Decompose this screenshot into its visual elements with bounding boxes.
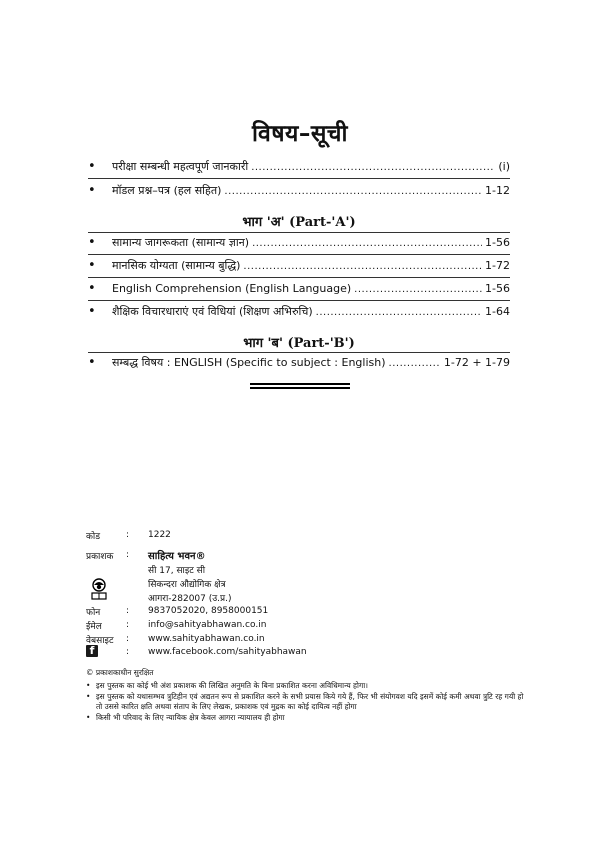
toc-item (88, 259, 510, 274)
toc-item (88, 160, 510, 175)
website-row (86, 633, 265, 645)
toc-item-label: सामान्य जागरूकता (सामान्य ज्ञान) (112, 236, 250, 249)
note-text: किसी भी परिवाद के लिए न्यायिक क्षेत्र केवल आगरा न्यायालय ही होगा (96, 713, 285, 722)
bullet: • (88, 258, 96, 273)
address-line (148, 563, 205, 575)
bullet: • (88, 281, 96, 296)
note-item (86, 713, 526, 723)
address-line (148, 591, 232, 603)
address-line-text: सिकन्दरा औद्योगिक क्षेत्र (148, 579, 226, 590)
facebook-value[interactable]: www.facebook.com/sahityabhawan (148, 647, 307, 657)
bullet: • (88, 159, 96, 174)
address-line-text: आगरा-282007 (उ.प्र.) (148, 593, 232, 604)
note-text: इस पुस्तक को यथासम्भव त्रुटिहीन एवं अद्यतन रूप से प्रकाशित करने के सभी प्रयास किये गये हैं, फिर भी संयोगवश यदि इसमें कोई कमी अथवा त्रुटि रह गयी हो तो उससे कारित क्षति अथवा संताप के लिए लेखक, प्रकाशक एवं मुद्रक का कोई दायित्व नहीं होगा (96, 692, 524, 711)
bullet: • (86, 713, 91, 722)
publisher-label: प्रकाशक (86, 551, 114, 562)
legal-notes (86, 668, 526, 724)
phone-row (86, 605, 268, 617)
note-item (86, 681, 526, 691)
toc-item-page: 1-64 (485, 305, 510, 318)
toc-item (88, 236, 510, 251)
code-value: 1222 (148, 530, 171, 540)
bullet: • (86, 681, 91, 690)
address-line (148, 577, 226, 589)
colon: : (126, 606, 130, 616)
email-value[interactable]: info@sahityabhawan.co.in (148, 620, 267, 630)
toc-item (88, 305, 510, 320)
colon: : (126, 550, 130, 560)
phone-label: फोन (86, 607, 101, 618)
bullet: • (88, 355, 96, 370)
section-heading-part-b: भाग 'ब' (Part-'B') (243, 336, 355, 351)
facebook-row (86, 646, 307, 658)
toc-item-page: (i) (498, 160, 510, 173)
publisher-row (86, 549, 206, 561)
bullet: • (88, 235, 96, 250)
code-row (86, 529, 171, 541)
toc-item-label: मानसिक योग्यता (सामान्य बुद्धि) (112, 259, 241, 272)
leader-dots (243, 260, 482, 274)
toc-item-page: 1-56 (485, 282, 510, 295)
leader-dots (252, 237, 482, 251)
publisher-logo-icon (88, 577, 110, 601)
row-divider (88, 277, 510, 278)
end-rule (250, 387, 350, 389)
leader-dots (316, 306, 482, 320)
toc-item-label: English Comprehension (English Language) (112, 282, 352, 295)
toc-item-label: परीक्षा सम्बन्धी महत्वपूर्ण जानकारी (112, 160, 249, 173)
colon: : (126, 620, 130, 630)
code-label: कोड (86, 531, 101, 542)
email-label: ईमेल (86, 621, 102, 632)
colon: : (126, 647, 130, 657)
note-text: इस पुस्तक का कोई भी अंश प्रकाशक की लिखित अनुमति के बिना प्रकाशित करना अविधिमान्य होगा। (96, 681, 368, 690)
row-divider (88, 300, 510, 301)
page-title: विषय–सूची (252, 121, 348, 147)
section-rule (88, 232, 510, 233)
toc-item (88, 282, 510, 297)
publisher-name: साहित्य भवन® (148, 551, 206, 562)
leader-dots (251, 161, 495, 175)
colon: : (126, 530, 130, 540)
colon: : (126, 634, 130, 644)
toc-item (88, 184, 510, 199)
copyright-notice: © प्रकाशकाधीन सुरक्षित (86, 668, 154, 677)
email-row (86, 619, 266, 631)
toc-item-label: सम्बद्ध विषय : ENGLISH (Specific to subject : English) (112, 356, 386, 369)
row-divider (88, 254, 510, 255)
note-item (86, 692, 526, 712)
bullet: • (86, 692, 91, 701)
bullet: • (88, 304, 96, 319)
section-heading-part-a: भाग 'अ' (Part-'A') (242, 215, 356, 230)
toc-item-page: 1-72 (485, 259, 510, 272)
row-divider (88, 178, 510, 179)
section-rule (88, 352, 510, 353)
toc-item-label: शैक्षिक विचारधाराएं एवं विधियां (शिक्षण अभिरुचि) (112, 305, 313, 318)
leader-dots (224, 185, 482, 199)
address-line-text: सी 17, साइट सी (148, 565, 206, 576)
toc-item-page: 1-12 (485, 184, 510, 197)
facebook-icon: f (86, 645, 98, 657)
leader-dots (354, 283, 482, 297)
end-rule (250, 383, 350, 385)
toc-item-page: 1-56 (485, 236, 510, 249)
leader-dots (389, 357, 441, 371)
phone-value: 9837052020, 8958000151 (148, 606, 269, 616)
toc-item (88, 356, 510, 371)
website-label: वेबसाइट (86, 635, 114, 646)
toc-item-label: मॉडल प्रश्न–पत्र (हल सहित) (112, 184, 222, 197)
bullet: • (88, 183, 96, 198)
toc-item-page: 1-72 + 1-79 (443, 356, 510, 369)
website-value[interactable]: www.sahityabhawan.co.in (148, 634, 265, 644)
